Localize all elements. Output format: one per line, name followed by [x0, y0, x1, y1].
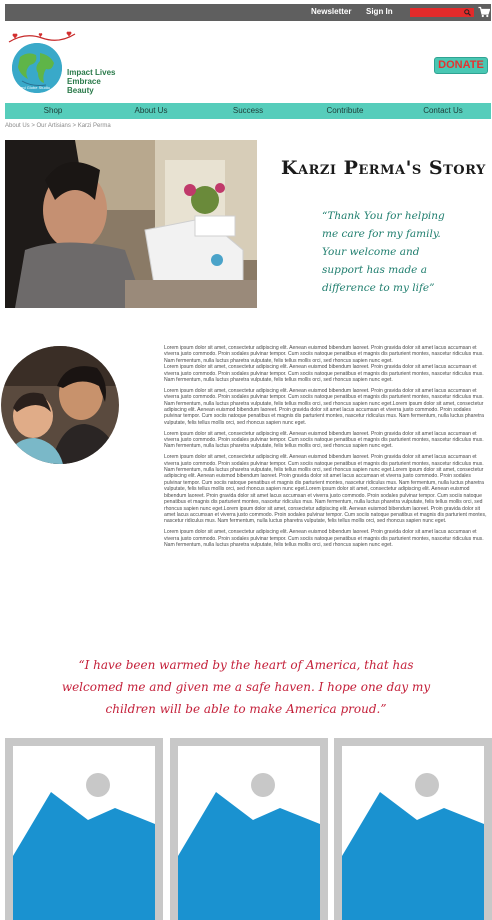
logo-tagline	[67, 68, 126, 95]
artisan-quote: “Thank You for helping me care for my family. Your welcome and support has made a difference to my life”	[322, 210, 445, 294]
image-placeholder-icon	[342, 746, 484, 920]
gallery-image-placeholder[interactable]	[334, 738, 492, 920]
nav-item-success[interactable]: Success	[232, 106, 264, 115]
top-bar	[5, 4, 491, 21]
image-placeholder-icon	[178, 746, 320, 920]
donate-button[interactable]: DONATE	[434, 57, 488, 74]
story-paragraph-3: Lorem ipsum dolor sit amet, consectetur adipiscing elit. Aenean euismod bibendum laoreet. Proin gravida dolor sit amet lacus accumsan et viverra justo commodo. Proin sodales pulvinar tempor. Cum sociis natoque penatibus et magnis dis parturient montes, nascetur ridiculus mus. Nam fermentum, nulla luctus pharetra vulputate, felis tellus mollis orci, sed rhoncus sapien nunc eget.	[164, 430, 484, 450]
page-title: Karzi Perma's Story	[281, 157, 486, 179]
nav-item-about-us[interactable]: About Us	[134, 106, 168, 115]
nav-item-contribute[interactable]: Contribute	[326, 106, 364, 115]
search-icon[interactable]	[464, 9, 471, 16]
newsletter-link[interactable]: Newsletter	[311, 7, 352, 16]
gallery-image-placeholder[interactable]	[170, 738, 328, 920]
artisan-family-portrait	[1, 346, 119, 464]
closing-quote: “I have been warmed by the heart of America, that has welcomed me and given me a safe haven. I hope one day my children will be able to make America proud.”	[61, 658, 431, 716]
image-placeholder-icon	[13, 746, 155, 920]
tagline-line-1: Impact Lives	[67, 68, 116, 77]
tagline-line-2: Embrace Beauty	[67, 77, 101, 95]
story-body	[164, 345, 490, 553]
gallery-image-placeholder[interactable]	[5, 738, 163, 920]
photo-gallery	[0, 738, 492, 920]
logo-brand-text: Mani Globe Studio	[17, 85, 50, 90]
cart-icon[interactable]	[478, 6, 490, 18]
site-logo[interactable]	[6, 28, 126, 96]
nav-item-contact-us[interactable]: Contact Us	[423, 106, 463, 115]
story-paragraph-4: Lorem ipsum dolor sit amet, consectetur adipiscing elit. Aenean euismod bibendum laoreet. Proin gravida dolor sit amet lacus accumsan et viverra justo commodo. Proin sodales pulvinar tempor. Cum sociis natoque penatibus et magnis dis parturient montes, nascetur ridiculus mus. Nam fermentum, nulla luctus pharetra vulputate, felis tellus mollis orci, sed rhoncus sapien nunc eget.Lorem ipsum dolor sit amet, consectetur adipiscing elit. Aenean euismod bibendum laoreet. Proin gravida dolor sit amet lacus accumsan et viverra justo commodo. Proin sodales pulvinar tempor. Cum sociis natoque penatibus et magnis dis parturient montes, nascetur ridiculus mus. Nam fermentum, nulla luctus pharetra vulputate, felis tellus mollis orci, sed rhoncus sapien nunc eget.Lorem ipsum dolor sit amet, consectetur adipiscing elit. Aenean euismod bibendum laoreet. Proin gravida dolor sit amet lacus accumsan et viverra justo commodo. Proin sodales pulvinar tempor. Cum sociis natoque penatibus et magnis dis parturient montes, nascetur ridiculus mus. Nam fermentum, nulla luctus pharetra vulputate, felis tellus mollis orci, sed rhoncus sapien nunc eget.Lorem ipsum dolor sit amet, consectetur adipiscing elit. Aenean euismod bibendum laoreet. Proin gravida dolor sit amet lacus accumsan et viverra justo commodo. Proin sodales pulvinar tempor. Cum sociis natoque penatibus et magnis dis parturient montes, nascetur ridiculus mus. Nam fermentum, nulla luctus pharetra vulputate, felis tellus mollis orci, sed rhoncus sapien nunc eget.	[164, 454, 487, 525]
story-paragraph-2: Lorem ipsum dolor sit amet, consectetur adipiscing elit. Aenean euismod bibendum laoreet. Proin gravida dolor sit amet lacus accumsan et viverra justo commodo. Proin sodales pulvinar tempor. Cum sociis natoque penatibus et magnis dis parturient montes, nascetur ridiculus mus. Nam fermentum, nulla luctus pharetra vulputate, felis tellus mollis orci, sed rhoncus sapien nunc eget.Lorem ipsum dolor sit amet, consectetur adipiscing elit. Aenean euismod bibendum laoreet. Proin gravida dolor sit amet lacus accumsan et viverra justo commodo. Proin sodales pulvinar tempor. Cum sociis natoque penatibus et magnis dis parturient montes, nascetur ridiculus mus. Nam fermentum, nulla luctus pharetra vulputate, felis tellus mollis orci, sed rhoncus sapien nunc eget.	[164, 387, 484, 426]
story-paragraph-5: Lorem ipsum dolor sit amet, consectetur adipiscing elit. Aenean euismod bibendum laoreet. Proin gravida dolor sit amet lacus accumsan et viverra justo commodo. Proin sodales pulvinar tempor. Cum sociis natoque penatibus et magnis dis parturient montes, nascetur ridiculus mus. Nam fermentum, nulla luctus pharetra vulputate, felis tellus mollis orci, sed rhoncus sapien nunc eget.	[164, 529, 484, 548]
breadcrumb[interactable]: About Us > Our Artisians > Karzi Perma	[5, 123, 111, 129]
search-input[interactable]	[410, 8, 474, 17]
nav-item-shop[interactable]: Shop	[43, 106, 63, 115]
signin-link[interactable]: Sign In	[366, 7, 393, 16]
artisan-sewing-photo	[5, 140, 257, 308]
story-paragraph-1: Lorem ipsum dolor sit amet, consectetur adipiscing elit. Aenean euismod bibendum laoreet. Proin gravida dolor sit amet lacus accumsan et viverra justo commodo. Proin sodales pulvinar tempor. Cum sociis natoque penatibus et magnis dis parturient montes, nascetur ridiculus mus. Nam fermentum, nulla luctus pharetra vulputate, felis tellus mollis orci, sed rhoncus sapien nunc eget. Lorem ipsum dolor sit amet, consectetur adipiscing elit. Aenean euismod bibendum laoreet. Proin gravida dolor sit amet lacus accumsan et viverra justo commodo. Proin sodales pulvinar tempor. Cum sociis natoque penatibus et magnis dis parturient montes, nascetur ridiculus mus. Nam fermentum, nulla luctus pharetra vulputate, felis tellus mollis orci, sed rhoncus sapien nunc eget.	[164, 345, 484, 384]
main-nav	[5, 103, 491, 119]
